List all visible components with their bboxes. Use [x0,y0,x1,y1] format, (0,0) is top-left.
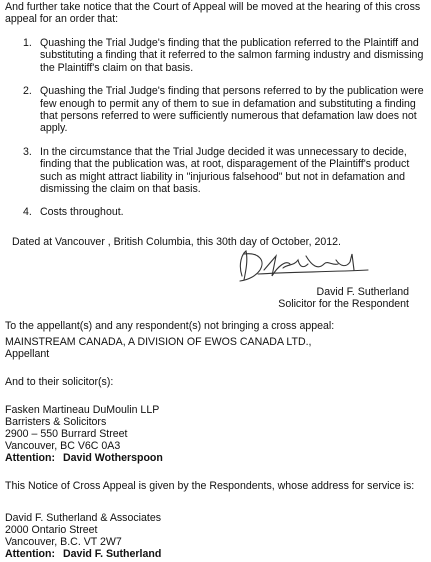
order-number: 1. [23,37,32,49]
attention-label: Attention: [5,548,56,560]
order-item [0,206,425,218]
respondent-city: Vancouver, B.C. VT 2W7 [5,536,122,548]
solicitor-line2: Barristers & Solicitors [5,416,107,428]
order-text: In the circumstance that the Trial Judge decided it was unnecessary to decide, finding that the publication was, at root, disparagement of the Plaintiff's product such as might attract liability in "injurious falsehood" but not in defamation and dismissing the claim on that basis. [40,145,410,196]
attention-name: David Wotherspoon [63,452,163,464]
dated-line: Dated at Vancouver , British Columbia, this 30th day of October, 2012. [12,236,341,248]
order-text: Quashing the Trial Judge's finding that the publication referred to the Plaintiff and substituting a finding that it referred to the salmon farming industry and dismissing the Plaintiff's claim on that basis. [40,37,424,74]
respondent-attention [5,548,425,560]
attention-label: Attention: [5,452,56,464]
solicitor-street: 2900 – 550 Burrard Street [5,428,128,440]
signer-name: David F. Sutherland [316,286,409,298]
solicitor-firm: Fasken Martineau DuMoulin LLP [5,404,160,416]
intro-paragraph: And further take notice that the Court of Appeal will be moved at the hearing of this cross appeal for an order that: [5,1,421,26]
order-number: 3. [23,145,32,158]
attention-name: David F. Sutherland [63,548,162,560]
respondent-street: 2000 Ontario Street [5,524,98,536]
solicitor-attention [5,452,425,464]
order-number: 2. [23,85,32,98]
order-item [0,146,425,196]
appellant-name: MAINSTREAM CANADA, A DIVISION OF EWOS CANADA LTD., [5,336,312,348]
order-item [0,85,425,135]
to-solicitors-line: And to their solicitor(s): [5,376,114,388]
order-text: Quashing the Trial Judge's finding that persons referred to by the publication were few enough to permit any of them to sue in defamation and substituting a finding that persons referred to were sufficiently numerous that defamation law does not apply. [40,85,424,135]
to-appellants-line: To the appellant(s) and any respondent(s) not bringing a cross appeal: [5,320,335,332]
solicitor-city: Vancouver, BC V6C 0A3 [5,440,121,452]
order-number: 4. [23,206,32,219]
orders-list [0,37,425,230]
order-text: Costs throughout. [40,206,124,219]
order-item [0,37,425,74]
appellant-role: Appellant [5,348,50,360]
notice-paragraph: This Notice of Cross Appeal is given by the Respondents, whose address for service is: [5,480,415,492]
respondent-firm: David F. Sutherland & Associates [5,512,162,524]
signer-title: Solicitor for the Respondent [278,298,409,310]
